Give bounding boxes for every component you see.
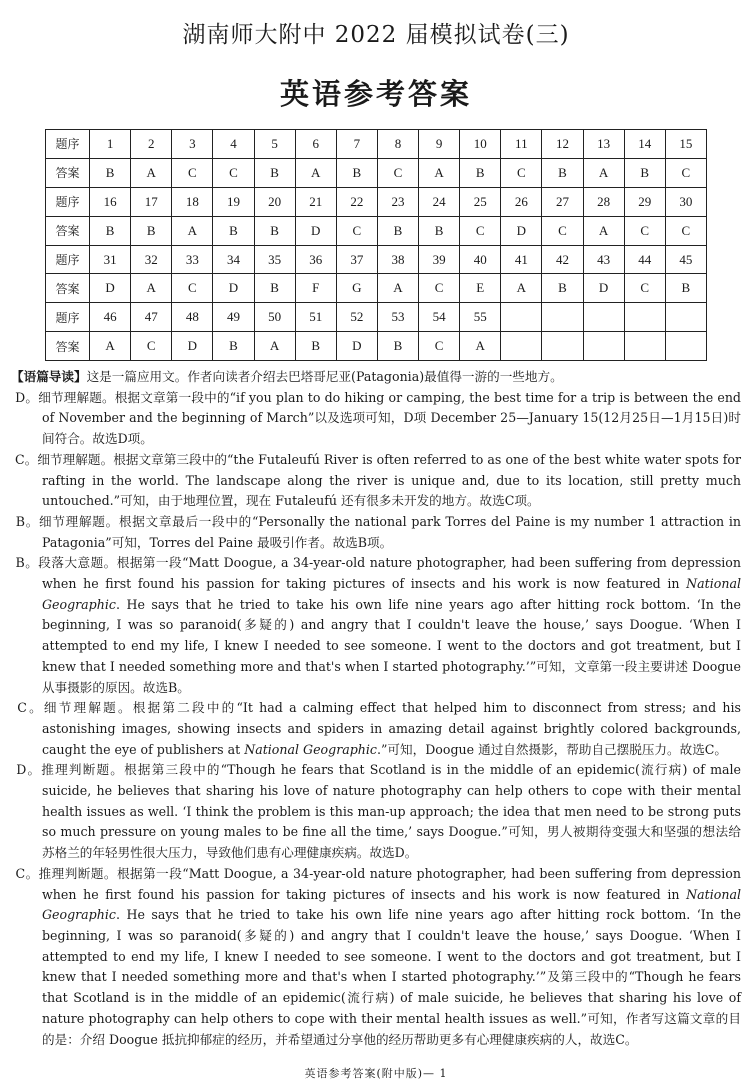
- answer-cell: B: [542, 274, 583, 303]
- question-number-cell: 21: [295, 187, 336, 216]
- answer-cell: D: [583, 274, 624, 303]
- answer-cell: C: [624, 274, 665, 303]
- question-number-cell: 11: [501, 130, 542, 159]
- explanation-text: D。推理判断题。根据第三段中的“Though he fears that Scotland is in the middle of an epidemic(流行病) of male suicide, he believes that sharing his love of nature photography can help others to cope with their mental health issues as well. ‘I think the problem is this man-up approach; the idea that men need to be strong puts so much pressure on young males to be fine all the time,’ says Doogue.”可知，男人被期待变强大和坚强的想法给苏格兰的年轻男性很大压力，导致他们患有心理健康疾病。故选D。: [11, 762, 741, 861]
- question-number-cell: 24: [419, 187, 460, 216]
- question-number-cell: 18: [172, 187, 213, 216]
- explanation-text: C。细节理解题。根据第二段中的“It had a calming effect that helped him to disconnect from stress; and his astonishing images, showing insects and spiders in amazing detail against brightly colored backgrounds, caught the eye of publishers at: [11, 700, 741, 757]
- question-number-cell: 52: [336, 303, 377, 332]
- answer-cell: [665, 332, 706, 361]
- question-number-cell: 40: [460, 245, 501, 274]
- explanation-item: [11, 760, 741, 864]
- answer-cell: A: [501, 274, 542, 303]
- answer-cell: B: [336, 158, 377, 187]
- guide-text: 这是一篇应用文。作者向读者介绍去巴塔哥尼亚(Patagonia)最值得一游的一些地方。: [86, 369, 563, 384]
- question-number-cell: 49: [213, 303, 254, 332]
- answer-cell: D: [90, 274, 131, 303]
- question-number-row-label: 题序: [46, 245, 90, 274]
- question-number-cell: 12: [542, 130, 583, 159]
- answer-cell: D: [213, 274, 254, 303]
- publication-title: National Geographic: [42, 886, 741, 923]
- answer-cell: [501, 332, 542, 361]
- explanation-item: [11, 698, 741, 760]
- question-number-cell: 31: [90, 245, 131, 274]
- question-number-cell: 54: [419, 303, 460, 332]
- answer-cell: B: [542, 158, 583, 187]
- answer-cell: D: [501, 216, 542, 245]
- answer-table: [45, 129, 707, 361]
- answer-cell: A: [583, 158, 624, 187]
- question-number-cell: 27: [542, 187, 583, 216]
- answer-row: [46, 216, 707, 245]
- answer-cell: [542, 332, 583, 361]
- answer-cell: F: [295, 274, 336, 303]
- question-number-cell: 35: [254, 245, 295, 274]
- answer-cell: B: [254, 274, 295, 303]
- question-number-cell: 37: [336, 245, 377, 274]
- answer-cell: B: [90, 158, 131, 187]
- question-number-row: [46, 187, 707, 216]
- answer-cell: B: [213, 332, 254, 361]
- question-number-cell: 5: [254, 130, 295, 159]
- question-number-cell: 19: [213, 187, 254, 216]
- explanation-text: D。细节理解题。根据文章第一段中的“if you plan to do hiking or camping, the best time for a trip is between the end of November and the beginning of March”以及选项可知，D项 December 25—January 15(12月25日—1月15日)时间符合。故选D项。: [11, 389, 741, 447]
- question-number-cell: [583, 303, 624, 332]
- answer-cell: C: [624, 216, 665, 245]
- answer-cell: C: [336, 216, 377, 245]
- answer-cell: B: [377, 216, 418, 245]
- question-number-row-label: 题序: [46, 303, 90, 332]
- answer-row-label: 答案: [46, 332, 90, 361]
- question-number-cell: 43: [583, 245, 624, 274]
- publication-title: National Geographic: [42, 576, 741, 612]
- question-number-cell: 55: [460, 303, 501, 332]
- question-number-cell: [542, 303, 583, 332]
- explanation-text: C。细节理解题。根据文章第三段中的“the Futaleufú River is often referred to as one of the best white water spots for rafting in the world. The landscape along the river is unique and, due to its location, still pretty much untouched.”可知，由于地理位置，现在 Futaleufú 还有很多未开发的地方。故选C项。: [11, 451, 741, 509]
- answer-cell: C: [419, 274, 460, 303]
- question-number-cell: 42: [542, 245, 583, 274]
- publication-title: National Geographic: [244, 741, 377, 757]
- answer-cell: B: [254, 158, 295, 187]
- answer-cell: [583, 332, 624, 361]
- explanation-text: C。推理判断题。根据第一段“Matt Doogue, a 34-year-old nature photographer, had been suffering from depression when he first found his passion for taking pictures of insects and his work is now featured in: [11, 865, 741, 902]
- answer-cell: B: [295, 332, 336, 361]
- question-number-cell: [665, 303, 706, 332]
- question-number-cell: 9: [419, 130, 460, 159]
- question-number-cell: 34: [213, 245, 254, 274]
- answer-cell: A: [90, 332, 131, 361]
- explanation-text: B。细节理解题。根据文章最后一段中的“Personally the national park Torres del Paine is my number 1 attraction in Patagonia”可知，Torres del Paine 最吸引作者。故选B项。: [11, 513, 741, 550]
- question-number-row: [46, 303, 707, 332]
- question-number-cell: 44: [624, 245, 665, 274]
- question-number-cell: 7: [336, 130, 377, 159]
- explanation-item: [11, 864, 741, 1050]
- question-number-cell: 50: [254, 303, 295, 332]
- answer-cell: A: [131, 274, 172, 303]
- explanation-item: [11, 553, 741, 698]
- answer-cell: B: [90, 216, 131, 245]
- answer-cell: A: [583, 216, 624, 245]
- explanation-list: [11, 388, 741, 1051]
- exam-title: 湖南师大附中 2022 届模拟试卷(三): [182, 22, 570, 48]
- question-number-row: [46, 130, 707, 159]
- question-number-cell: 36: [295, 245, 336, 274]
- answer-cell: C: [172, 274, 213, 303]
- question-number-cell: 51: [295, 303, 336, 332]
- question-number-cell: 32: [131, 245, 172, 274]
- question-number-cell: 25: [460, 187, 501, 216]
- question-number-cell: 4: [213, 130, 254, 159]
- answer-cell: A: [460, 332, 501, 361]
- answer-cell: C: [172, 158, 213, 187]
- explanation-item: [11, 450, 741, 512]
- question-number-cell: 28: [583, 187, 624, 216]
- question-number-row: [46, 245, 707, 274]
- passage-guide: [11, 367, 741, 388]
- answer-cell: C: [213, 158, 254, 187]
- answer-cell: A: [419, 158, 460, 187]
- answer-cell: B: [254, 216, 295, 245]
- answer-row: [46, 332, 707, 361]
- question-number-row-label: 题序: [46, 187, 90, 216]
- answer-cell: B: [460, 158, 501, 187]
- question-number-cell: 39: [419, 245, 460, 274]
- question-number-cell: 48: [172, 303, 213, 332]
- answer-row-label: 答案: [46, 274, 90, 303]
- answer-cell: A: [377, 274, 418, 303]
- question-number-cell: 23: [377, 187, 418, 216]
- answer-cell: C: [542, 216, 583, 245]
- answer-cell: C: [131, 332, 172, 361]
- answer-row: [46, 158, 707, 187]
- question-number-cell: 3: [172, 130, 213, 159]
- answer-cell: C: [419, 332, 460, 361]
- question-number-cell: 15: [665, 130, 706, 159]
- question-number-cell: 14: [624, 130, 665, 159]
- answer-cell: C: [377, 158, 418, 187]
- answer-cell: B: [377, 332, 418, 361]
- question-number-cell: 41: [501, 245, 542, 274]
- page-title: 英语参考答案: [279, 77, 472, 111]
- answer-cell: B: [665, 274, 706, 303]
- question-number-cell: 22: [336, 187, 377, 216]
- answer-cell: D: [336, 332, 377, 361]
- explanation-item: [11, 512, 741, 553]
- answer-row-label: 答案: [46, 216, 90, 245]
- answer-cell: C: [665, 158, 706, 187]
- question-number-cell: 16: [90, 187, 131, 216]
- explanation-text: B。段落大意题。根据第一段“Matt Doogue, a 34-year-old nature photographer, had been suffering from depression when he first found his passion for taking pictures of insects and his work is now featured in: [11, 555, 741, 592]
- question-number-row-label: 题序: [46, 130, 90, 159]
- question-number-cell: 26: [501, 187, 542, 216]
- answer-cell: A: [172, 216, 213, 245]
- answer-row-label: 答案: [46, 158, 90, 187]
- question-number-cell: [501, 303, 542, 332]
- answer-cell: [624, 332, 665, 361]
- question-number-cell: 10: [460, 130, 501, 159]
- question-number-cell: 1: [90, 130, 131, 159]
- answer-cell: G: [336, 274, 377, 303]
- answer-cell: E: [460, 274, 501, 303]
- explanations-section: [11, 367, 741, 1050]
- page-footer: 英语参考答案(附中版)— 1: [304, 1067, 448, 1080]
- question-number-cell: 46: [90, 303, 131, 332]
- question-number-cell: 45: [665, 245, 706, 274]
- question-number-cell: 38: [377, 245, 418, 274]
- question-number-cell: [624, 303, 665, 332]
- answer-cell: B: [213, 216, 254, 245]
- question-number-cell: 30: [665, 187, 706, 216]
- question-number-cell: 33: [172, 245, 213, 274]
- answer-cell: A: [295, 158, 336, 187]
- question-number-cell: 6: [295, 130, 336, 159]
- answer-cell: B: [419, 216, 460, 245]
- answer-cell: C: [665, 216, 706, 245]
- question-number-cell: 13: [583, 130, 624, 159]
- explanation-text: . He says that he tried to take his own life nine years ago after hitting rock bottom. ‘In the beginning, I was so paranoid(多疑的) and angry that I couldn't leave the house,’ says Doogue. ‘When I attempted to end my life, I knew I needed to see someone. I went to the doctors and got treatment, but I knew that I needed something more and that's when I started photography.’”及第三段中的“Though he fears that Scotland is in the middle of an epidemic(流行病) of male suicide, he believes that sharing his love of nature photography can help others to cope with their mental health issues as well.”可知，作者写这篇文章的目的是：介绍 Doogue 抵抗抑郁症的经历，并希望通过分享他的经历帮助更多有心理健康疾病的人，故选C。: [42, 907, 741, 1047]
- explanation-text: . He says that he tried to take his own life nine years ago after hitting rock bottom. ‘In the beginning, I was so paranoid(多疑的) and angry that I couldn't leave the house,’ says Doogue. ‘When I attempted to end my life, I knew I needed to see someone. I went to the doctors and got treatment, but I knew that I needed something more and that's when I started photography.’”可知，文章第一段主要讲述 Doogue 从事摄影的原因。故选B。: [42, 596, 741, 695]
- question-number-cell: 2: [131, 130, 172, 159]
- explanation-text: .”可知，Doogue 通过自然摄影，帮助自己摆脱压力。故选C。: [376, 741, 728, 757]
- guide-label: 【语篇导读】: [11, 369, 87, 384]
- question-number-cell: 53: [377, 303, 418, 332]
- answer-cell: A: [131, 158, 172, 187]
- answer-cell: C: [460, 216, 501, 245]
- answer-cell: B: [131, 216, 172, 245]
- answer-cell: B: [624, 158, 665, 187]
- question-number-cell: 20: [254, 187, 295, 216]
- question-number-cell: 29: [624, 187, 665, 216]
- answer-cell: D: [172, 332, 213, 361]
- answer-cell: D: [295, 216, 336, 245]
- answer-cell: C: [501, 158, 542, 187]
- question-number-cell: 8: [377, 130, 418, 159]
- explanation-item: [11, 388, 741, 450]
- question-number-cell: 17: [131, 187, 172, 216]
- answer-cell: A: [254, 332, 295, 361]
- answer-row: [46, 274, 707, 303]
- question-number-cell: 47: [131, 303, 172, 332]
